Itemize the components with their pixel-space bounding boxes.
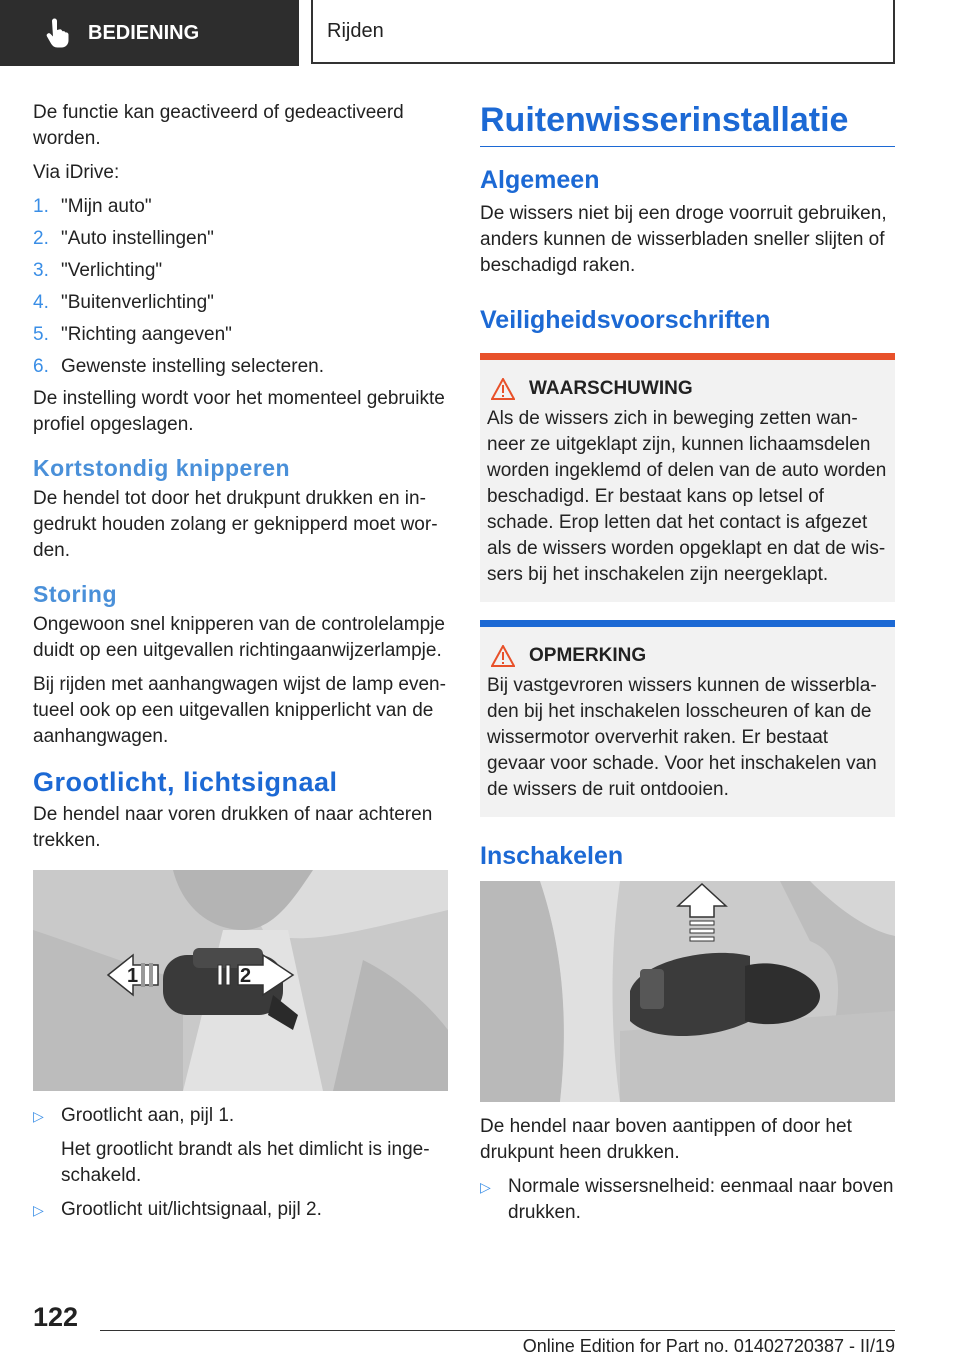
step-text: "Mijn auto" bbox=[61, 196, 152, 217]
step-item bbox=[33, 322, 448, 348]
step-text: "Verlichting" bbox=[61, 260, 163, 281]
intro-paragraph: De functie kan geactiveerd of gedeactiveerd worden. bbox=[33, 102, 404, 149]
step-text: "Auto instellingen" bbox=[61, 228, 214, 249]
warning-box bbox=[480, 353, 895, 602]
inschakelen-bullets bbox=[480, 1174, 895, 1226]
triangle-bullet-icon: ▷ bbox=[33, 1202, 44, 1218]
step-item bbox=[33, 258, 448, 284]
inschakelen-text: De hendel naar boven aantippen of door het drukpunt heen drukken. bbox=[480, 1116, 852, 1163]
arrow-1-label: 1 bbox=[127, 965, 139, 987]
step-item bbox=[33, 354, 448, 380]
page-title: Ruitenwisserinstallatie bbox=[480, 100, 895, 147]
bullet-subtext: Het grootlicht brandt als het dimlicht is ingeschakeld. bbox=[61, 1139, 430, 1186]
grootlicht-bullets bbox=[33, 1103, 448, 1223]
footer-divider bbox=[100, 1330, 895, 1331]
heading-grootlicht: Grootlicht, lichtsignaal bbox=[33, 767, 338, 797]
arrow-2-label: 2 bbox=[240, 965, 252, 987]
lever-drawing bbox=[33, 870, 448, 1091]
note-box bbox=[480, 620, 895, 817]
edition-info: Online Edition for Part no. 01402720387 - II/19 bbox=[522, 1336, 895, 1356]
grootlicht-text: De hendel naar voren drukken of naar achteren trekken. bbox=[33, 804, 433, 851]
hand-pointer-icon bbox=[38, 13, 78, 53]
heading-veiligheid: Veiligheidsvoorschriften bbox=[480, 306, 771, 334]
triangle-bullet-icon: ▷ bbox=[33, 1108, 44, 1124]
lever-illustration bbox=[33, 870, 448, 1091]
step-text: "Buitenverlichting" bbox=[61, 292, 214, 313]
note-header bbox=[487, 643, 887, 669]
warning-triangle-icon bbox=[491, 378, 515, 400]
list-item bbox=[33, 1103, 448, 1189]
chapter-title: Rijden bbox=[311, 0, 895, 64]
step-number: 6. bbox=[33, 356, 49, 377]
heading-inschakelen: Inschakelen bbox=[480, 842, 624, 870]
step-number: 4. bbox=[33, 292, 49, 313]
kortstondig-text: De hendel tot door het drukpunt drukken en ingedrukt houden zolang er geknipperd moet worden. bbox=[33, 488, 438, 561]
bullet-text: Grootlicht aan, pijl 1. bbox=[61, 1105, 235, 1126]
profile-note: De instelling wordt voor het momenteel gebruikte profiel opgeslagen. bbox=[33, 388, 445, 435]
step-item bbox=[33, 226, 448, 252]
step-number: 5. bbox=[33, 324, 49, 345]
heading-kortstondig: Kortstondig knipperen bbox=[33, 455, 291, 481]
note-text: Bij vastgevroren wissers kunnen de wisserbladen bij het inschakelen losscheuren of kan de wissermotor oververhit raken. Er bestaat gevaar voor schade. Voor het inschakelen van de wissers de ruit ontdooien. bbox=[487, 675, 877, 800]
section-tab bbox=[0, 0, 299, 66]
left-column bbox=[33, 100, 448, 1231]
storing-text-1: Ongewoon snel knipperen van de controlelampje duidt op een uitgevallen richtingaanwijzerlampje. bbox=[33, 614, 445, 661]
bullet-text: Normale wissersnelheid: eenmaal naar boven drukken. bbox=[508, 1176, 894, 1223]
note-label: OPMERKING bbox=[529, 645, 647, 666]
page-number: 122 bbox=[33, 1302, 79, 1332]
warning-text: Als de wissers zich in beweging zetten wanneer ze uitgeklapt zijn, kunnen lichaamsdelen worden ingeklemd of delen van de auto worden beschadigd. Er bestaat kans op letsel of schade. Erop letten dat het contact is afgezet als de wissers worden opgeklapt en dat de wissers bij het inschakelen zijn neergeklapt. bbox=[487, 408, 887, 585]
wiper-lever-illustration bbox=[480, 881, 895, 1102]
right-column bbox=[480, 100, 895, 1234]
notice-triangle-icon bbox=[491, 645, 515, 667]
warning-header bbox=[487, 376, 887, 402]
step-number: 3. bbox=[33, 260, 49, 281]
algemeen-text: De wissers niet bij een droge voorruit gebruiken, anders kunnen de wisserbladen sneller slijten of beschadigd raken. bbox=[480, 203, 887, 276]
section-label: BEDIENING bbox=[88, 22, 200, 44]
storing-text-2: Bij rijden met aanhangwagen wijst de lamp eventueel ook op een uitgevallen knipperlicht van de aanhangwagen. bbox=[33, 674, 446, 747]
warning-label: WAARSCHUWING bbox=[529, 378, 693, 399]
step-item bbox=[33, 290, 448, 316]
heading-algemeen: Algemeen bbox=[480, 166, 600, 194]
idrive-steps bbox=[33, 194, 448, 380]
step-text: Gewenste instelling selecteren. bbox=[61, 356, 324, 377]
step-item bbox=[33, 194, 448, 220]
step-number: 1. bbox=[33, 196, 49, 217]
list-item bbox=[33, 1197, 448, 1223]
heading-storing: Storing bbox=[33, 581, 117, 607]
step-text: "Richting aangeven" bbox=[61, 324, 232, 345]
step-number: 2. bbox=[33, 228, 49, 249]
list-item bbox=[480, 1174, 895, 1226]
wiper-lever-drawing bbox=[480, 881, 895, 1102]
triangle-bullet-icon: ▷ bbox=[480, 1179, 491, 1195]
idrive-label: Via iDrive: bbox=[33, 162, 120, 183]
bullet-text: Grootlicht uit/lichtsignaal, pijl 2. bbox=[61, 1199, 322, 1220]
